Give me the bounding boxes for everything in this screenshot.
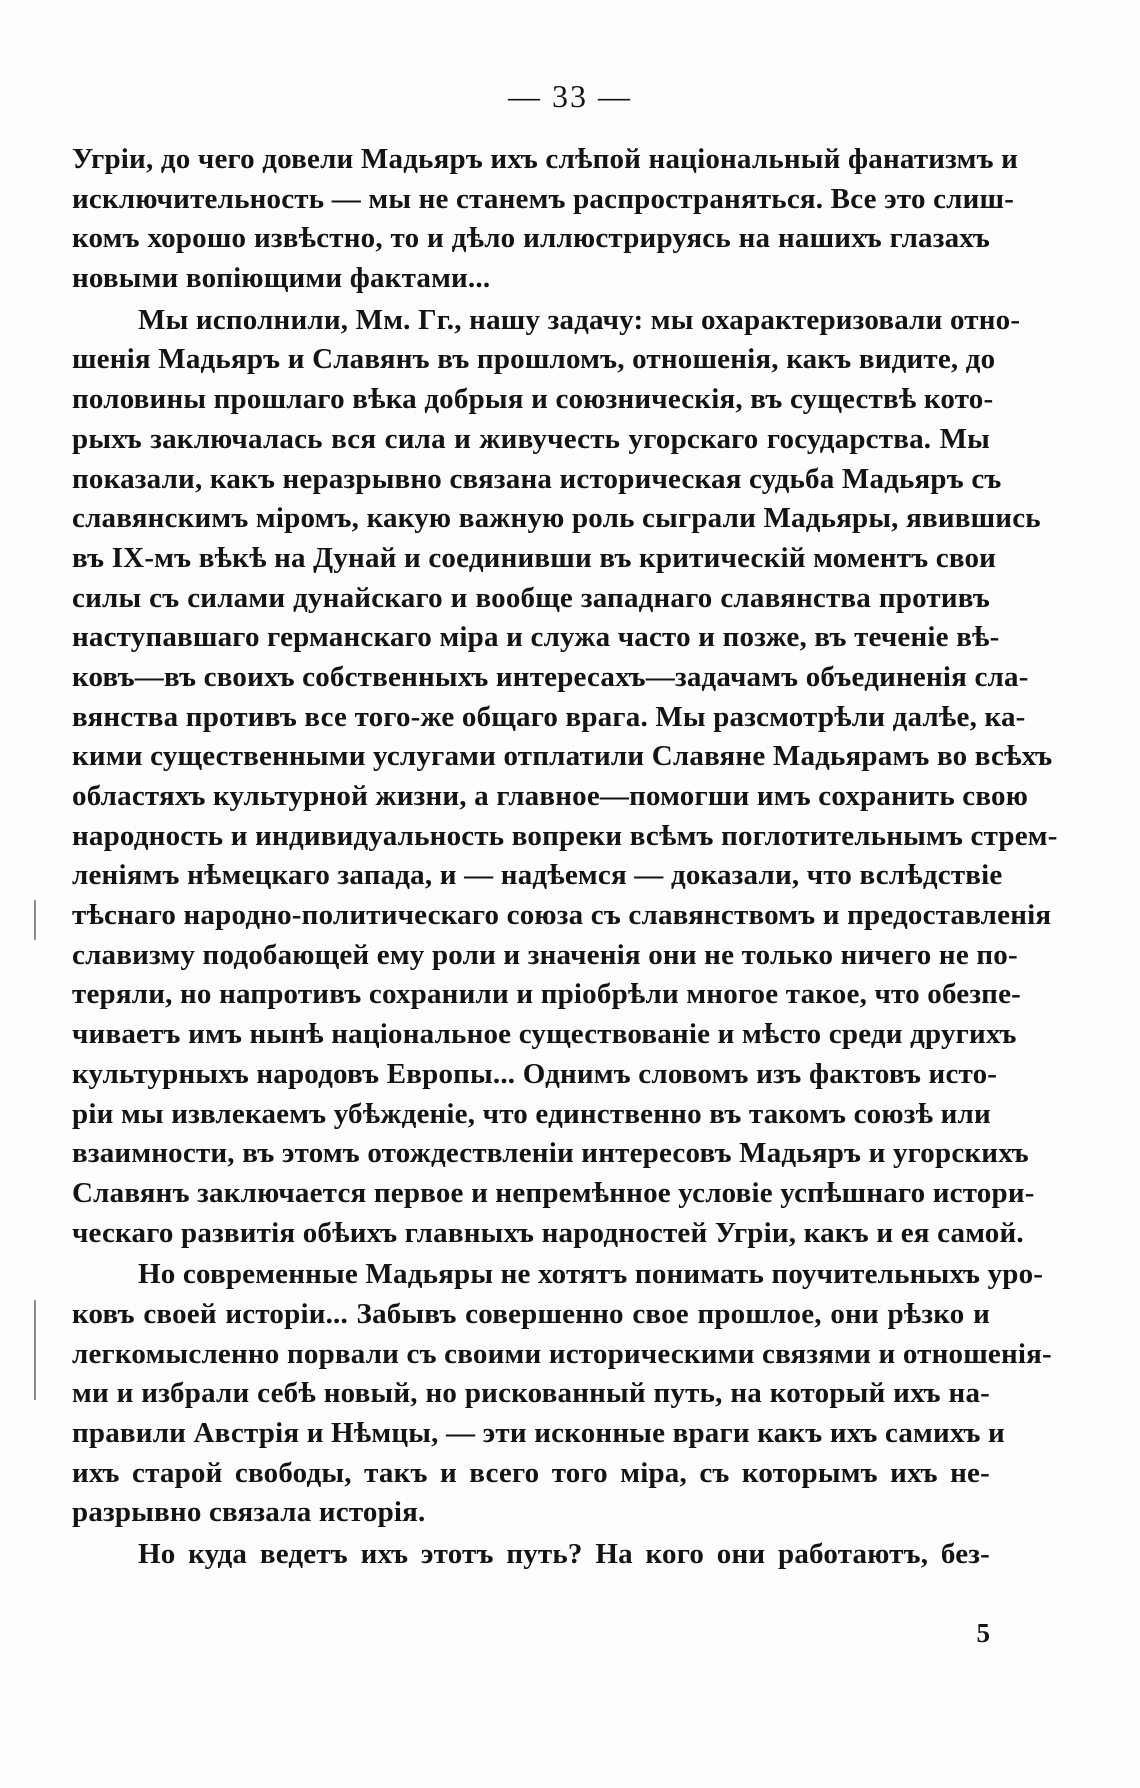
text-line: легкомысленно порвали съ своими историческими связями и отношенія- [72, 1337, 1052, 1370]
text-line: теряли, но напротивъ сохранили и пріобрѣли многое такое, что обезпе- [72, 978, 1022, 1011]
text-line: въ IX-мъ вѣкѣ на Дунай и соединивши въ критическій моментъ свои [72, 541, 997, 574]
text-line: тѣснаго народно-политическаго союза съ славянствомъ и предоставленія [72, 899, 1052, 932]
margin-scan-mark [34, 900, 36, 940]
text-line: Но куда ведетъ ихъ этотъ путь? На кого они работаютъ, без- [138, 1538, 990, 1571]
text-line: ми и избрали себѣ новый, но рискованный путь, на который ихъ на- [72, 1377, 990, 1410]
text-line: новыми вопіющими фактами... [72, 262, 491, 295]
text-line: исключительность — мы не станемъ распространяться. Все это слиш- [72, 182, 1015, 215]
text-line: ческаго развитія обѣихъ главныхъ народностей Угріи, какъ и ея самой. [72, 1216, 1024, 1249]
text-line: славизму подобающей ему роли и значенія они не только ничего не по- [72, 938, 1018, 971]
text-line: шенія Мадьяръ и Славянъ въ прошломъ, отношенія, какъ видите, до [72, 343, 996, 376]
text-line: славянскимъ міромъ, какую важную роль сыграли Мадьяры, явившись [72, 502, 1041, 535]
text-line: разрывно связала исторія. [72, 1496, 426, 1529]
text-line: комъ хорошо извѣстно, то и дѣло иллюстрируясь на нашихъ глазахъ [72, 222, 990, 255]
text-line: показали, какъ неразрывно связана историческая судьба Мадьяръ съ [72, 462, 1002, 495]
text-line: взаимности, въ этомъ отождествленіи интересовъ Мадьяръ и угорскихъ [72, 1137, 1029, 1170]
text-line: Но современные Мадьяры не хотятъ понимать поучительныхъ уро- [138, 1258, 1044, 1291]
text-line: ихъ старой свободы, такъ и всего того міра, съ которымъ ихъ не- [72, 1456, 990, 1489]
text-line: ковъ своей исторіи... Забывъ совершенно свое прошлое, они рѣзко и [72, 1297, 990, 1330]
text-line: Мы исполнили, Мм. Гг., нашу задачу: мы охарактеризовали отно- [138, 303, 1021, 336]
text-line: Угріи, до чего довели Мадьяръ ихъ слѣпой національный фанатизмъ и [72, 143, 1019, 175]
body-text [72, 140, 1058, 1575]
text-line: половины прошлаго вѣка добрыя и союзническія, въ существѣ кото- [72, 383, 994, 416]
text-line: областяхъ культурной жизни, а главное—помогши имъ сохранить свою [72, 780, 1029, 812]
text-line: правили Австрія и Нѣмцы, — эти исконные враги какъ ихъ самихъ и [72, 1417, 1005, 1449]
text-line: силы съ силами дунайскаго и вообще западнаго славянства противъ [72, 581, 990, 614]
text-line: культурныхъ народовъ Европы... Однимъ словомъ изъ фактовъ исто- [72, 1057, 998, 1090]
signature-mark: 5 [976, 1618, 990, 1648]
text-line: наступавшаго германскаго міра и служа часто и позже, въ теченіе вѣ- [72, 621, 1000, 654]
text-line: рыхъ заключалась вся сила и живучесть угорскаго государства. Мы [72, 422, 990, 455]
text-line: ріи мы извлекаемъ убѣжденіе, что единственно въ такомъ союзѣ или [72, 1097, 991, 1130]
text-line: народность и индивидуальность вопреки всѣмъ поглотительнымъ стрем- [72, 819, 1058, 852]
text-line: вянства противъ все того-же общаго врага. Мы разсмотрѣли далѣе, ка- [72, 700, 1026, 733]
text-line: Славянъ заключается первое и непремѣнное условіе успѣшнаго истори- [72, 1176, 1035, 1209]
text-line: леніямъ нѣмецкаго запада, и — надѣемся — доказали, что вслѣдствіе [72, 859, 1003, 892]
margin-scan-mark [34, 1300, 36, 1400]
text-line: кими существенными услугами отплатили Славяне Мадьярамъ во всѣхъ [72, 740, 1053, 773]
page-number-header: — 33 — [508, 78, 632, 114]
text-line: ковъ—въ своихъ собственныхъ интересахъ—задачамъ объединенія сла- [72, 660, 1029, 693]
text-line: чиваетъ имъ нынѣ національное существованіе и мѣсто среди другихъ [72, 1018, 1017, 1051]
